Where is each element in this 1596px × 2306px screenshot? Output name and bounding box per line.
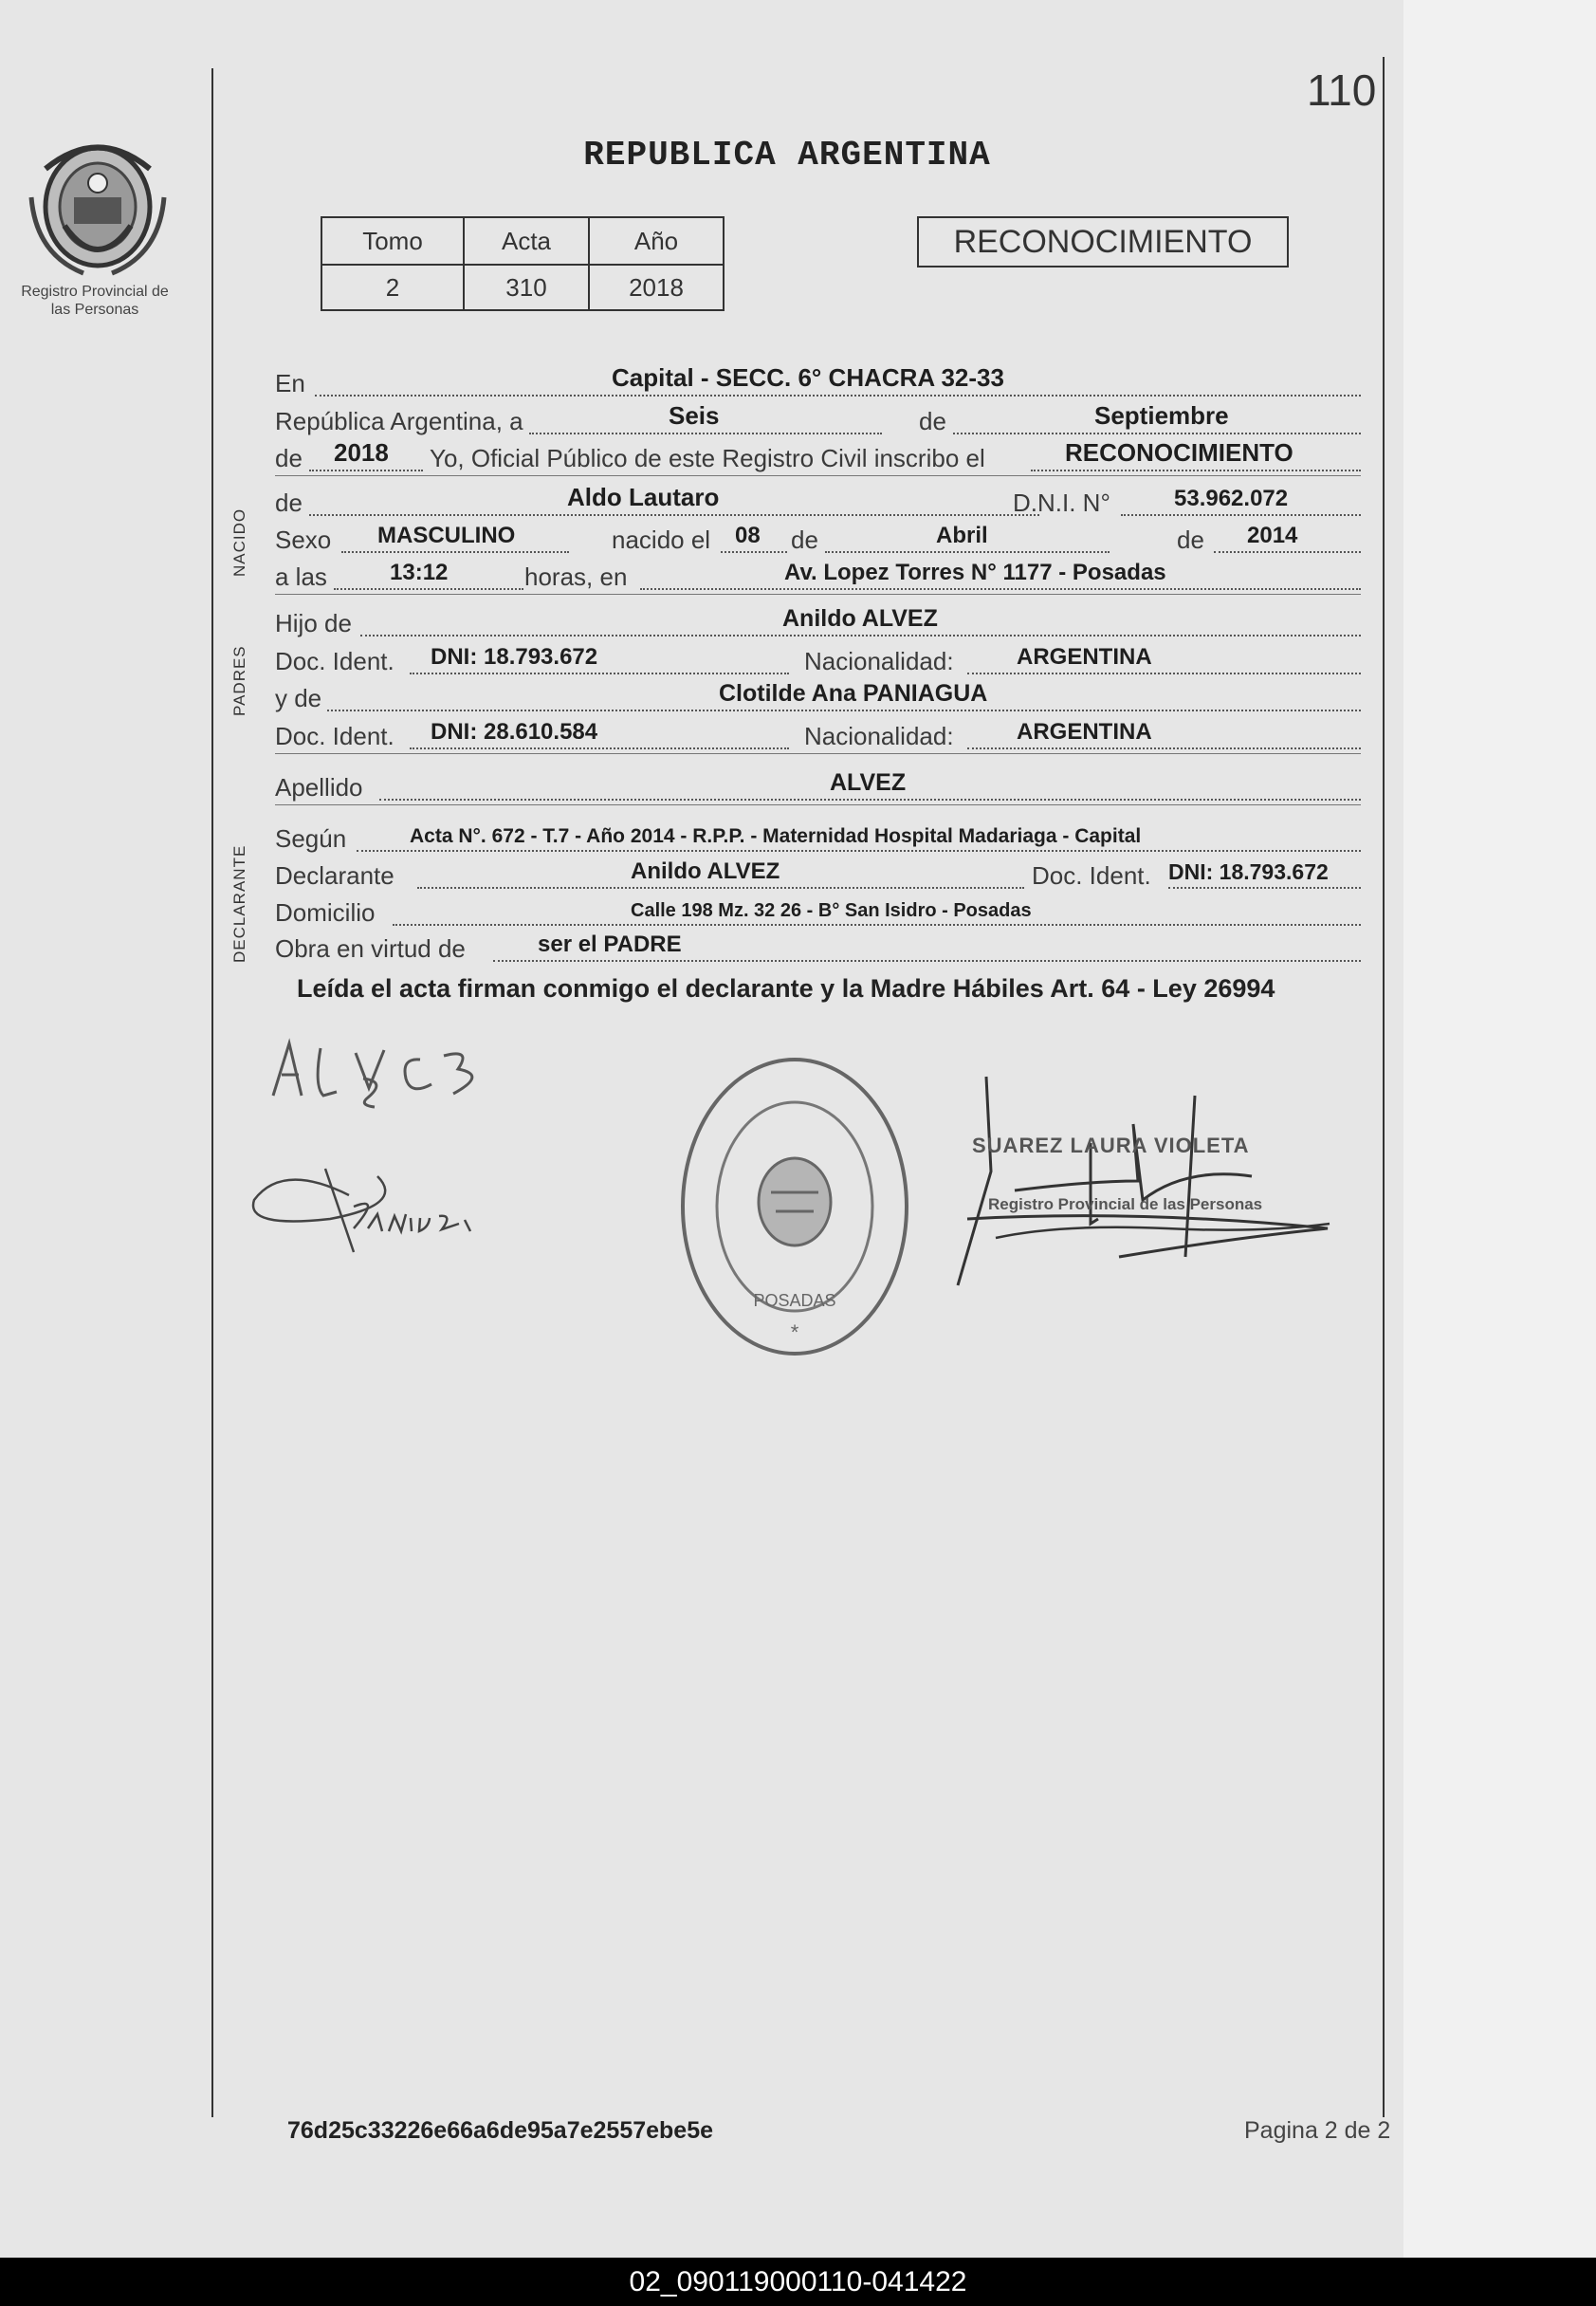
form-line-domicilio — [275, 894, 1361, 932]
officer-stamp-sub: Registro Provincial de las Personas — [988, 1195, 1263, 1213]
side-label-nacido: NACIDO — [230, 507, 248, 577]
mother-doc-value: DNI: 28.610.584 — [431, 719, 598, 745]
form-line-apellido — [275, 768, 1361, 806]
nac-label: Nacionalidad: — [804, 647, 954, 675]
form-line-segun — [275, 820, 1361, 858]
birth-place-value: Av. Lopez Torres N° 1177 - Posadas — [784, 560, 1166, 585]
nac2-label: Nacionalidad: — [804, 722, 954, 750]
form-line-officer — [275, 439, 1361, 477]
year-prefix-label: de — [275, 444, 303, 472]
declarant-name-value: Anildo ALVEZ — [631, 858, 780, 884]
obra-value: ser el PADRE — [538, 932, 682, 957]
form-line-father-doc — [275, 642, 1361, 680]
child-name-value: Aldo Lautaro — [567, 483, 720, 511]
declarant-doc-value: DNI: 18.793.672 — [1168, 859, 1329, 884]
ref-value-tomo: 2 — [321, 265, 464, 310]
record-type-box: RECONOCIMIENTO — [917, 216, 1289, 267]
officer-text: Yo, Oficial Público de este Registro Civil inscribo el — [430, 444, 985, 472]
registry-label: Registro Provincial de las Personas — [21, 284, 169, 318]
form-line-mother-doc — [275, 717, 1361, 755]
address-value: Calle 198 Mz. 32 26 - B° San Isidro - Posadas — [631, 900, 1032, 921]
nacido-label: nacido el — [612, 526, 711, 554]
official-seal-stamp — [676, 1050, 913, 1363]
horas-label: horas, en — [524, 563, 628, 591]
father-name-value: Anildo ALVEZ — [782, 605, 938, 632]
act-type-value: RECONOCIMIENTO — [1065, 438, 1293, 467]
a-las-label: a las — [275, 563, 327, 591]
birth-year-value: 2014 — [1247, 523, 1298, 548]
form-line-declarante — [275, 857, 1361, 895]
location-value: Capital - SECC. 6° CHACRA 32-33 — [612, 363, 1004, 392]
file-id-bar: 02_090119000110-041422 — [0, 2258, 1596, 2306]
ref-value-ano: 2018 — [589, 265, 724, 310]
province-coat-of-arms-icon — [27, 131, 169, 281]
ref-header-acta: Acta — [464, 217, 589, 265]
form-line-obra — [275, 930, 1361, 968]
obra-label: Obra en virtud de — [275, 934, 466, 963]
y-de-label: y de — [275, 684, 322, 712]
mother-nationality-value: ARGENTINA — [1017, 719, 1152, 745]
form-line-sexo — [275, 521, 1361, 559]
page-number: 110 — [1307, 65, 1377, 115]
day-value: Seis — [669, 401, 720, 430]
surname-value: ALVEZ — [830, 769, 907, 796]
de3-label: de — [1177, 526, 1204, 554]
form-line-republica — [275, 402, 1361, 440]
svg-text:*: * — [790, 1320, 799, 1344]
father-doc-value: DNI: 18.793.672 — [431, 644, 598, 670]
form-line-mother — [275, 679, 1361, 717]
year-value: 2018 — [334, 438, 389, 467]
name-de-label: de — [275, 489, 303, 517]
form-line-father — [275, 604, 1361, 642]
sex-value: MASCULINO — [377, 523, 516, 548]
birth-day-value: 08 — [735, 523, 761, 548]
reference-table — [321, 216, 725, 311]
birth-month-value: Abril — [936, 523, 988, 548]
document-hash: 76d25c33226e66a6de95a7e2557ebe5e — [287, 2117, 714, 2144]
sexo-label: Sexo — [275, 526, 332, 554]
birth-time-value: 13:12 — [390, 560, 449, 585]
form-line-time-place — [275, 558, 1361, 596]
document-title: REPUBLICA ARGENTINA — [583, 136, 991, 175]
side-label-padres: PADRES — [230, 645, 248, 716]
side-label-declarante: DECLARANTE — [230, 844, 248, 963]
left-margin-line — [211, 68, 213, 2117]
handwritten-signature-paniagua — [245, 1157, 510, 1262]
form-line-child-name — [275, 484, 1361, 522]
de2-label: de — [791, 526, 818, 554]
republica-label: República Argentina, a — [275, 407, 523, 435]
ref-header-tomo: Tomo — [321, 217, 464, 265]
doc2-label: Doc. Ident. — [275, 722, 394, 750]
apellido-label: Apellido — [275, 773, 363, 802]
pagination: Pagina 2 de 2 — [1244, 2117, 1391, 2144]
doc3-label: Doc. Ident. — [1032, 861, 1151, 890]
right-margin — [1403, 0, 1596, 2258]
domicilio-label: Domicilio — [275, 898, 376, 927]
father-nationality-value: ARGENTINA — [1017, 644, 1152, 670]
dni-label: D.N.I. N° — [1013, 489, 1110, 517]
mother-name-value: Clotilde Ana PANIAGUA — [719, 680, 988, 707]
officer-stamp-name: SUAREZ LAURA VIOLETA — [972, 1134, 1250, 1157]
ref-header-ano: Año — [589, 217, 724, 265]
hijo-label: Hijo de — [275, 609, 352, 637]
svg-text:POSADAS: POSADAS — [753, 1291, 836, 1310]
ref-value-acta: 310 — [464, 265, 589, 310]
en-label: En — [275, 369, 305, 397]
doc-label: Doc. Ident. — [275, 647, 394, 675]
segun-label: Según — [275, 824, 347, 853]
handwritten-signature-alvez — [268, 1029, 496, 1115]
officer-signature — [948, 1067, 1347, 1295]
child-dni-value: 53.962.072 — [1174, 486, 1289, 511]
month-value: Septiembre — [1094, 401, 1229, 430]
declarante-label: Declarante — [275, 861, 394, 890]
segun-value: Acta N°. 672 - T.7 - Año 2014 - R.P.P. - Maternidad Hospital Madariaga - Capital — [410, 825, 1142, 847]
right-margin-line — [1383, 57, 1385, 2117]
form-line-en — [275, 364, 1361, 402]
de-label: de — [919, 407, 946, 435]
closing-statement: Leída el acta firman conmigo el declarante y la Madre Hábiles Art. 64 - Ley 26994 — [297, 974, 1275, 1003]
